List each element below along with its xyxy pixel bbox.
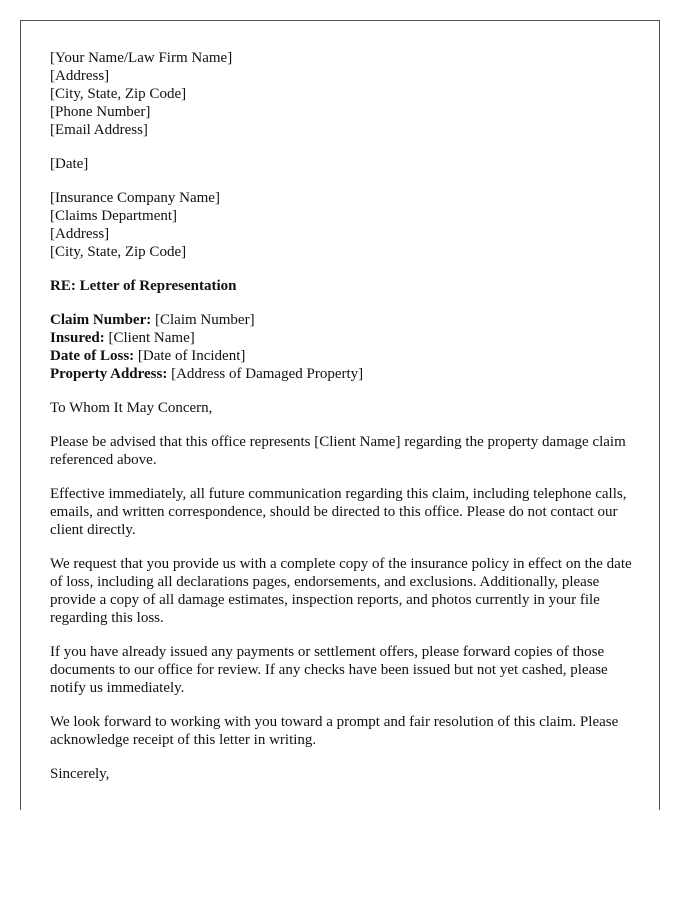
property-address-value: [Address of Damaged Property] <box>167 366 364 382</box>
claim-number-label: Claim Number: <box>50 312 152 328</box>
claim-number-row <box>50 311 640 329</box>
sender-address: [Address] <box>50 68 110 84</box>
date-of-loss-value: [Date of Incident] <box>134 348 246 364</box>
letter-date: [Date] <box>50 156 89 172</box>
date-block <box>50 155 640 173</box>
body-paragraph: We request that you provide us with a complete copy of the insurance policy in effect on the date of loss, including all declarations pages, endorsements, and exclusions. Additionally, please provide a copy of all damage estimates, inspection reports, and photos currently in your file regarding this loss. <box>50 556 632 626</box>
sender-email: [Email Address] <box>50 122 148 138</box>
subject-line: RE: Letter of Representation <box>50 278 237 294</box>
sender-city-state-zip: [City, State, Zip Code] <box>50 86 187 102</box>
insured-row <box>50 329 640 347</box>
letter-page <box>20 20 660 810</box>
claim-details <box>50 311 640 383</box>
sender-block <box>50 49 640 139</box>
body-paragraph: Please be advised that this office represents [Client Name] regarding the property damage claim referenced above. <box>50 434 626 468</box>
recipient-block <box>50 189 640 261</box>
closing: Sincerely, <box>50 766 110 782</box>
letter-content <box>50 49 640 799</box>
property-address-row <box>50 365 640 383</box>
date-of-loss-row <box>50 347 640 365</box>
recipient-department: [Claims Department] <box>50 208 178 224</box>
insured-value: [Client Name] <box>104 330 195 346</box>
salutation: To Whom It May Concern, <box>50 400 213 416</box>
sender-phone: [Phone Number] <box>50 104 151 120</box>
date-of-loss-label: Date of Loss: <box>50 348 135 364</box>
property-address-label: Property Address: <box>50 366 168 382</box>
recipient-company: [Insurance Company Name] <box>50 190 220 206</box>
insured-label: Insured: <box>50 330 105 346</box>
recipient-address: [Address] <box>50 226 110 242</box>
recipient-city-state-zip: [City, State, Zip Code] <box>50 244 187 260</box>
body-paragraph: We look forward to working with you toward a prompt and fair resolution of this claim. Please acknowledge receipt of this letter in writing. <box>50 714 619 748</box>
body-paragraph: Effective immediately, all future communication regarding this claim, including telephone calls, emails, and written correspondence, should be directed to this office. Please do not contact our client directly. <box>50 486 627 538</box>
sender-name: [Your Name/Law Firm Name] <box>50 50 233 66</box>
claim-number-value: [Claim Number] <box>151 312 255 328</box>
body-paragraph: If you have already issued any payments or settlement offers, please forward copies of those documents to our office for review. If any checks have been issued but not yet cashed, please notify us immediately. <box>50 644 608 696</box>
